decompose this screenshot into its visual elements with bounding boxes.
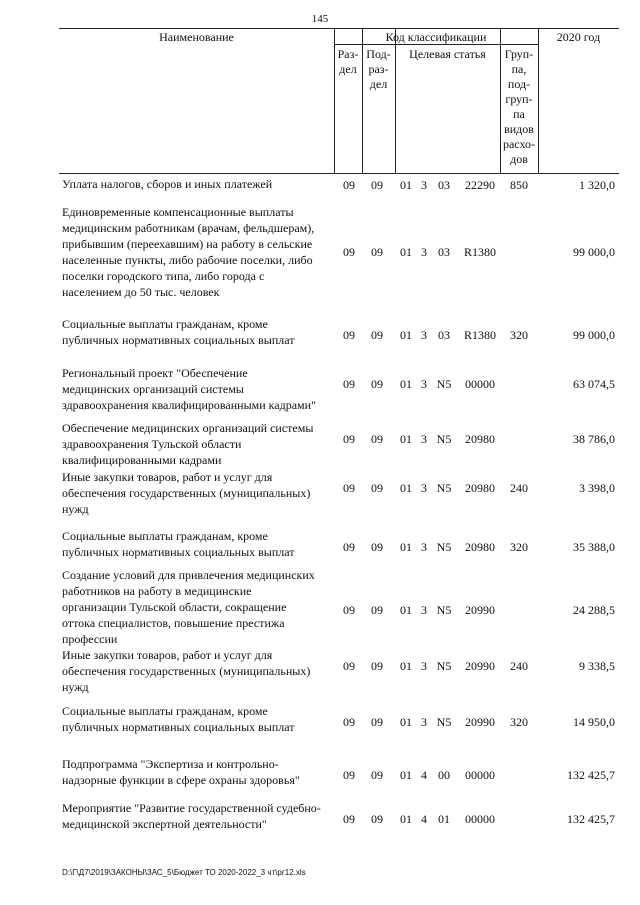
row-amount: 24 288,5: [573, 603, 615, 617]
header-target: Целевая статья: [409, 47, 486, 61]
row-cs3: 03: [438, 178, 450, 192]
row-cs4: 20990: [465, 603, 495, 617]
row-vr: 240: [510, 481, 528, 495]
row-cs4: 22290: [465, 178, 495, 192]
row-cs1: 01: [400, 540, 412, 554]
row-name: Создание условий для привлечения медицинских работников на работу в медицинские организации Тульской области, сокращение оттока специалистов, повышение престижа профессии: [62, 568, 315, 646]
row-razdel: 09: [343, 178, 355, 192]
row-cs2: 3: [421, 659, 427, 673]
row-cs3: 03: [438, 245, 450, 259]
row-vr: 850: [510, 178, 528, 192]
row-amount: 1 320,0: [579, 178, 615, 192]
row-razdel: 09: [343, 812, 355, 826]
row-cs1: 01: [400, 328, 412, 342]
row-razdel: 09: [343, 432, 355, 446]
row-cs4: R1380: [463, 245, 496, 259]
row-name: Социальные выплаты гражданам, кроме публичных нормативных социальных выплат: [62, 529, 295, 559]
row-cs3: N5: [436, 377, 452, 391]
row-podrazdel: 09: [371, 481, 383, 495]
row-podrazdel: 09: [371, 540, 383, 554]
row-cs3: 00: [438, 768, 450, 782]
row-name: Единовременные компенсационные выплаты медицинским работникам (врачам, фельдшерам), прибывшим (переехавшим) на работу в сельские населенные пункты, либо рабочие поселки, либо поселки городского типа, либо города с населением до 50 тыс. человек: [62, 205, 315, 299]
header-classification: Код классификации: [385, 30, 487, 44]
row-amount: 99 000,0: [573, 245, 615, 259]
row-podrazdel: 09: [371, 245, 383, 259]
row-name: Обеспечение медицинских организаций системы здравоохранения Тульской области квалифицированными кадрами: [62, 421, 314, 467]
row-cs1: 01: [400, 659, 412, 673]
row-cs2: 3: [421, 481, 427, 495]
row-razdel: 09: [343, 540, 355, 554]
row-cs4: R1380: [463, 328, 496, 342]
row-podrazdel: 09: [371, 603, 383, 617]
header-section: Раз- дел: [337, 47, 359, 76]
header-name: Наименование: [159, 30, 234, 44]
row-razdel: 09: [343, 328, 355, 342]
row-amount: 63 074,5: [573, 377, 615, 391]
row-podrazdel: 09: [371, 328, 383, 342]
row-cs1: 01: [400, 481, 412, 495]
row-cs2: 3: [421, 377, 427, 391]
row-cs3: N5: [436, 481, 452, 495]
row-cs1: 01: [400, 768, 412, 782]
row-podrazdel: 09: [371, 768, 383, 782]
row-cs4: 20980: [465, 432, 495, 446]
row-amount: 132 425,7: [567, 768, 615, 782]
row-amount: 99 000,0: [573, 328, 615, 342]
row-cs1: 01: [400, 603, 412, 617]
row-cs3: N5: [436, 715, 452, 729]
row-cs3: 03: [438, 328, 450, 342]
row-razdel: 09: [343, 715, 355, 729]
row-name: Иные закупки товаров, работ и услуг для обеспечения государственных (муниципальных) нужд: [62, 470, 311, 516]
row-cs2: 3: [421, 178, 427, 192]
row-cs1: 01: [400, 377, 412, 391]
row-vr: 240: [510, 659, 528, 673]
row-cs3: N5: [436, 540, 452, 554]
table-header: [59, 28, 619, 174]
row-amount: 3 398,0: [579, 481, 615, 495]
header-subsection: Под- раз- дел: [366, 47, 391, 91]
row-cs1: 01: [400, 812, 412, 826]
row-cs3: 01: [438, 812, 450, 826]
row-cs2: 3: [421, 603, 427, 617]
page-number: 145: [311, 13, 329, 25]
row-podrazdel: 09: [371, 715, 383, 729]
row-podrazdel: 09: [371, 432, 383, 446]
row-name: Подпрограмма "Экспертиза и контрольно- надзорные функции в сфере охраны здоровья": [62, 757, 300, 787]
row-cs2: 3: [421, 245, 427, 259]
row-amount: 14 950,0: [573, 715, 615, 729]
row-name: Социальные выплаты гражданам, кроме публичных нормативных социальных выплат: [62, 317, 295, 347]
row-cs3: N5: [436, 659, 452, 673]
row-cs4: 20980: [465, 481, 495, 495]
row-cs4: 20980: [465, 540, 495, 554]
row-razdel: 09: [343, 659, 355, 673]
row-name: Региональный проект "Обеспечение медицинских организаций системы здравоохранения квалифицированными кадрами": [62, 366, 316, 412]
row-cs1: 01: [400, 245, 412, 259]
row-name: Уплата налогов, сборов и иных платежей: [62, 177, 273, 191]
row-cs2: 3: [421, 540, 427, 554]
row-cs2: 3: [421, 432, 427, 446]
row-name: Иные закупки товаров, работ и услуг для обеспечения государственных (муниципальных) нужд: [62, 648, 311, 694]
row-cs3: N5: [436, 603, 452, 617]
header-divider: [538, 29, 539, 173]
file-path: D:\Г\Д7\2019\ЗАКОНЫ\ЗАС_5\Бюджет ТО 2020-2022_3 чт\рг12.xls: [62, 868, 306, 877]
row-cs1: 01: [400, 715, 412, 729]
row-podrazdel: 09: [371, 178, 383, 192]
row-cs4: 00000: [465, 812, 495, 826]
row-razdel: 09: [343, 603, 355, 617]
row-cs4: 20990: [465, 715, 495, 729]
row-cs4: 00000: [465, 377, 495, 391]
row-cs4: 00000: [465, 768, 495, 782]
row-cs2: 4: [421, 768, 427, 782]
row-razdel: 09: [343, 377, 355, 391]
row-razdel: 09: [343, 245, 355, 259]
row-amount: 132 425,7: [567, 812, 615, 826]
row-name: Социальные выплаты гражданам, кроме публичных нормативных социальных выплат: [62, 704, 295, 734]
row-podrazdel: 09: [371, 812, 383, 826]
row-amount: 35 388,0: [573, 540, 615, 554]
row-cs2: 3: [421, 715, 427, 729]
row-podrazdel: 09: [371, 659, 383, 673]
row-amount: 38 786,0: [573, 432, 615, 446]
row-vr: 320: [510, 540, 528, 554]
row-vr: 320: [510, 715, 528, 729]
row-cs1: 01: [400, 432, 412, 446]
row-cs4: 20990: [465, 659, 495, 673]
row-name: Мероприятие "Развитие государственной судебно- медицинской экспертной деятельности": [62, 801, 321, 831]
row-razdel: 09: [343, 768, 355, 782]
row-cs2: 4: [421, 812, 427, 826]
header-group: Груп- па, под- груп- па видов расхо- дов: [502, 47, 536, 166]
row-vr: 320: [510, 328, 528, 342]
row-cs1: 01: [400, 178, 412, 192]
row-amount: 9 338,5: [579, 659, 615, 673]
row-cs2: 3: [421, 328, 427, 342]
row-cs3: N5: [436, 432, 452, 446]
row-podrazdel: 09: [371, 377, 383, 391]
header-year: 2020 год: [556, 30, 601, 44]
row-razdel: 09: [343, 481, 355, 495]
